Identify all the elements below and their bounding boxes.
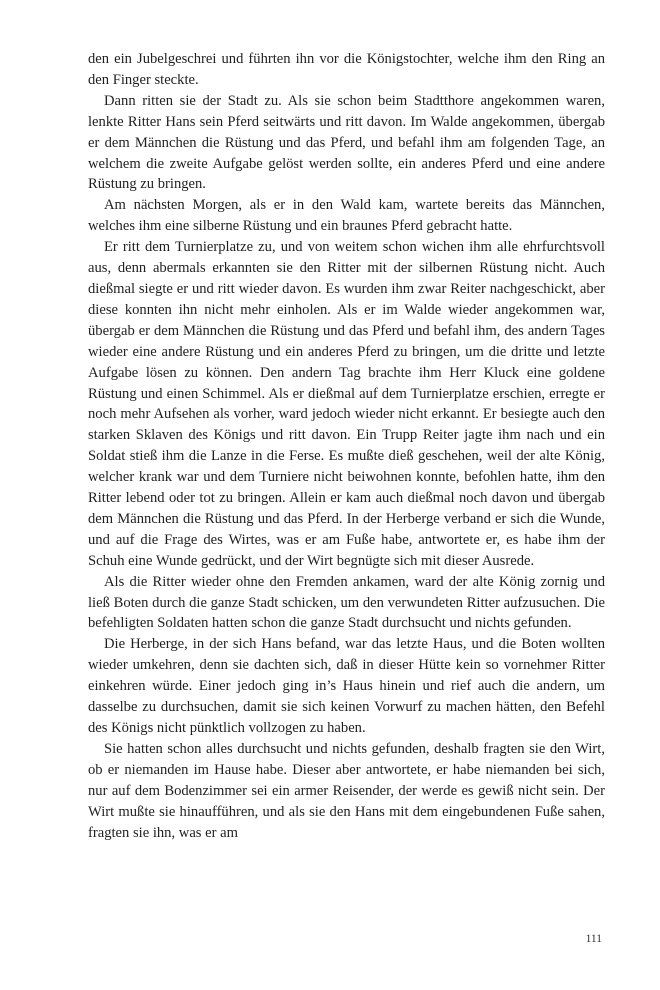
- paragraph-2: Dann ritten sie der Stadt zu. Als sie schon beim Stadtthore angekommen waren, lenkte Ritter Hans sein Pferd seitwärts und ritt davon. Im Walde angekommen, übergab er dem Männchen die Rüstung und das Pferd, und befahl ihm am folgenden Tage, an welchem die zweite Aufgabe gelöst werden sollte, ein anderes Pferd und eine andere Rüstung zu bringen.: [88, 92, 605, 193]
- page-body: [88, 49, 605, 843]
- paragraph-5: Als die Ritter wieder ohne den Fremden ankamen, ward der alte König zornig und ließ Boten durch die ganze Stadt schicken, um den verwundeten Ritter aufzusuchen. Die befehligten Soldaten hatten schon die ganze Stadt durchsucht und nichts gefunden.: [88, 573, 605, 632]
- paragraph-6: Die Herberge, in der sich Hans befand, war das letzte Haus, und die Boten wollten wieder umkehren, denn sie dachten sich, daß in dieser Hütte kein so vornehmer Ritter einkehren würde. Einer jedoch ging in’s Haus hinein und rief auch die andern, um dasselbe zu durchsuchen, damit sie sich keinen Vorwurf zu machen hätten, den Befehl des Königs nicht pünktlich vollzogen zu haben.: [88, 636, 605, 736]
- paragraph-7: Sie hatten schon alles durchsucht und nichts gefunden, deshalb fragten sie den Wirt, ob er niemanden im Hause habe. Dieser aber antwortete, er habe niemanden bei sich, nur auf dem Bodenzimmer sei ein armer Reisender, der werde es gewiß nicht sein. Der Wirt mußte sie hinaufführen, und als sie den Hans mit dem eingebundenen Fuße sahen, fragten sie ihn, was er am: [88, 740, 605, 841]
- paragraph-4: Er ritt dem Turnierplatze zu, und von weitem schon wichen ihm alle ehrfurchtsvoll aus, denn abermals erkannten sie den Ritter mit der silbernen Rüstung nicht. Auch dießmal siegte er und ritt wieder davon. Es wurden ihm zwar Reiter nachgeschickt, aber diese konnten ihn nicht mehr einholen. Als er im Walde wieder angekommen war, übergab er dem Männchen die Rüstung und das Pferd und befahl ihm, des andern Tages wieder eine andere Rüstung und ein anderes Pferd zu bringen, um die dritte und letzte Aufgabe lösen zu können. Den andern Tag brachte ihm Herr Kluck eine goldene Rüstung und einen Schimmel. Als er dießmal auf dem Turnierplatze erschien, erregte er noch mehr Aufsehen als vorher, ward jedoch wieder nicht erkannt. Er besiegte auch den starken Sklaven des Königs und ritt davon. Ein Trupp Reiter jagte ihm nach und ein Soldat stieß ihm die Lanze in die Ferse. Es mußte dieß geschehen, weil der alte König, welcher krank war und dem Turniere nicht beiwohnen konnte, befohlen hatte, ihm den Ritter lebend oder tot zu bringen. Allein er kam auch dießmal noch davon und übergab dem Männchen die Rüstung und das Pferd. In der Herberge verband er sich die Wunde, und auf die Frage des Wirtes, was er am Fuße habe, antwortete er, es habe ihm der Schuh eine Wunde gedrückt, und der Wirt begnügte sich mit dieser Ausrede.: [88, 239, 605, 569]
- paragraph-3: Am nächsten Morgen, als er in den Wald kam, wartete bereits das Männchen, welches ihm eine silberne Rüstung und ein braunes Pferd gebracht hatte.: [88, 197, 605, 235]
- page-number: 111: [585, 933, 602, 945]
- paragraph-1: den ein Jubelgeschrei und führten ihn vor die Königstochter, welche ihm den Ring an den Finger steckte.: [88, 51, 605, 88]
